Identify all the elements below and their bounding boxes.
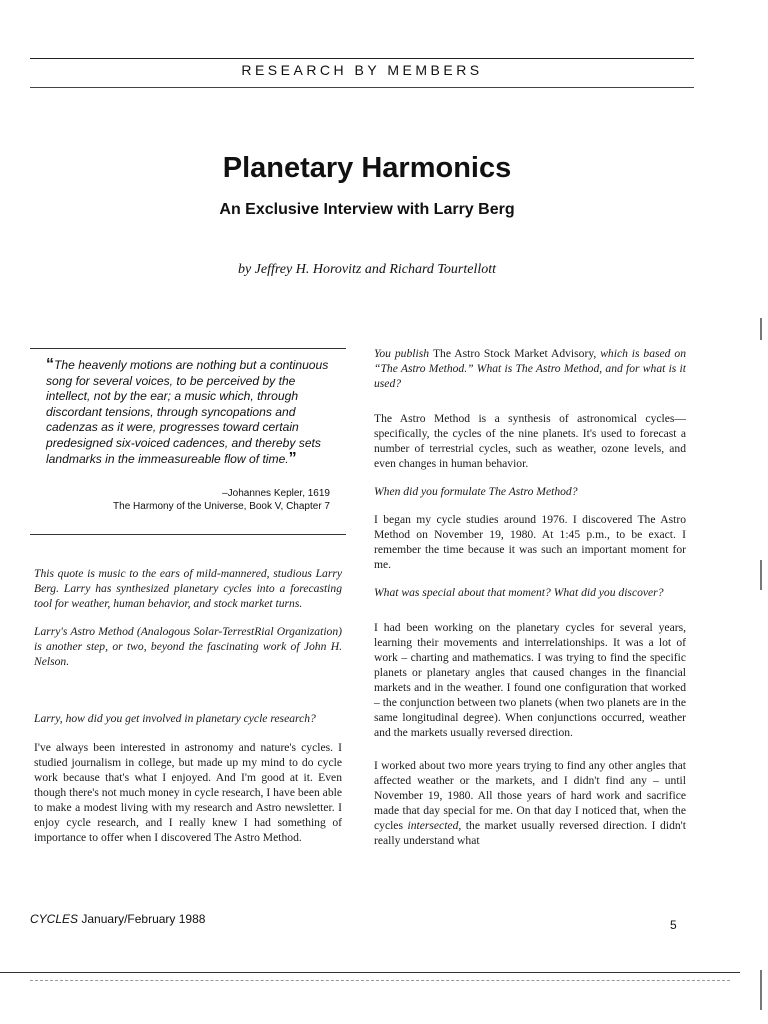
article-subtitle: An Exclusive Interview with Larry Berg	[219, 201, 515, 218]
intro-paragraph: Larry's Astro Method (Analogous Solar-TerrestRial Organization) is another step, or two, beyond the fascinating work of John H. Nelson.	[34, 625, 342, 668]
answer-text: I worked about two more years trying to find any other angles that affected weather or the markets, and I didn't find any – until November 19, 1980. All those years of hard work and sacrifice made that day special for me. On that day I noticed that, when the cycles	[374, 759, 686, 832]
quote-source: The Harmony of the Universe, Book V, Chapter 7	[113, 501, 330, 512]
magazine-name: CYCLES	[30, 912, 79, 926]
scan-edge-mark	[760, 560, 762, 590]
scan-edge-mark	[760, 318, 762, 340]
interview-answer: I've always been interested in astronomy and nature's cycles. I studied journalism in college, but made up my mind to do cycle work because that's what I enjoyed. And I'm good at it. Even though there's not much money in cycle research, I have been able to make a modest living with my research and Astro newsletter. I enjoy cycle research, and I really knew I had something of importance to offer when I discovered The Astro Method.	[34, 741, 342, 844]
answer-text: the market usually reversed direction. I didn't really understand what	[374, 819, 686, 847]
interview-question: What was special about that moment? What did you discover?	[374, 586, 664, 599]
right-column	[374, 346, 686, 861]
article-title: Planetary Harmonics	[222, 152, 512, 184]
page-number: 5	[670, 918, 677, 932]
interview-answer: I began my cycle studies around 1976. I discovered The Astro Method on November 19, 1980. At 1:45 p.m., to be exact. I remember the time because it was such an important moment for me.	[374, 513, 686, 571]
interview-question: When did you formulate The Astro Method?	[374, 485, 578, 498]
interview-question: Larry, how did you get involved in planetary cycle research?	[34, 712, 316, 725]
emphasis: intersected,	[407, 819, 462, 832]
quote-attribution	[40, 487, 330, 513]
quote-text: The heavenly motions are nothing but a continuous song for several voices, to be perceived by the intellect, not by the ear; a music which, through discordant tensions, through syncopations and cadenzas as it were, progresses toward certain predesigned six-voiced cadences, and thereby sets landmarks in the immeasureable flow of time.	[46, 358, 329, 466]
footer-issue	[30, 912, 205, 926]
intro-paragraph: This quote is music to the ears of mild-mannered, studious Larry Berg. Larry has synthesized planetary cycles into a forecasting tool for weather, human behavior, and stock market turns.	[34, 567, 342, 610]
left-column	[34, 566, 342, 858]
issue-date: January/February 1988	[81, 912, 206, 926]
interview-answer: The Astro Method is a synthesis of astronomical cycles—specifically, the cycles of the nine planets. It's used to forecast a number of terrestrial cycles, such as weather, ozone levels, and even changes in human behavior.	[374, 412, 686, 470]
interview-question	[374, 346, 686, 391]
section-label: RESEARCH BY MEMBERS	[241, 62, 483, 78]
scan-edge-mark	[760, 970, 762, 1010]
question-text: You publish	[374, 347, 433, 360]
close-quote-mark: ”	[288, 450, 297, 467]
interview-answer	[374, 758, 686, 848]
newsletter-name: The Astro Stock Market Advisory,	[432, 347, 597, 360]
quote-rule-bottom	[30, 534, 346, 535]
open-quote-mark: “	[46, 356, 54, 373]
kepler-quote	[46, 357, 332, 468]
section-header	[30, 58, 694, 88]
scan-edge-line	[30, 980, 730, 981]
byline: by Jeffrey H. Horovitz and Richard Tourtellott	[237, 262, 497, 277]
scan-edge-line	[0, 972, 740, 973]
quote-rule-top	[30, 348, 346, 349]
quote-author: –Johannes Kepler, 1619	[222, 488, 330, 499]
interview-answer: I had been working on the planetary cycles for several years, learning their movements and interrelationships. It was a lot of work – charting and mathematics. I was trying to find the specific planets or planetary angles that caused changes in the financial markets and in the weather. I found one configuration that worked – the conjunction between two planets (when two planets are in the same longitudinal degree). When conjunctions occurred, weather and the markets usually reversed direction.	[374, 621, 686, 739]
question-text: which is based on “The Astro Method.” What is The Astro Method, and for what is it used?	[374, 347, 686, 390]
